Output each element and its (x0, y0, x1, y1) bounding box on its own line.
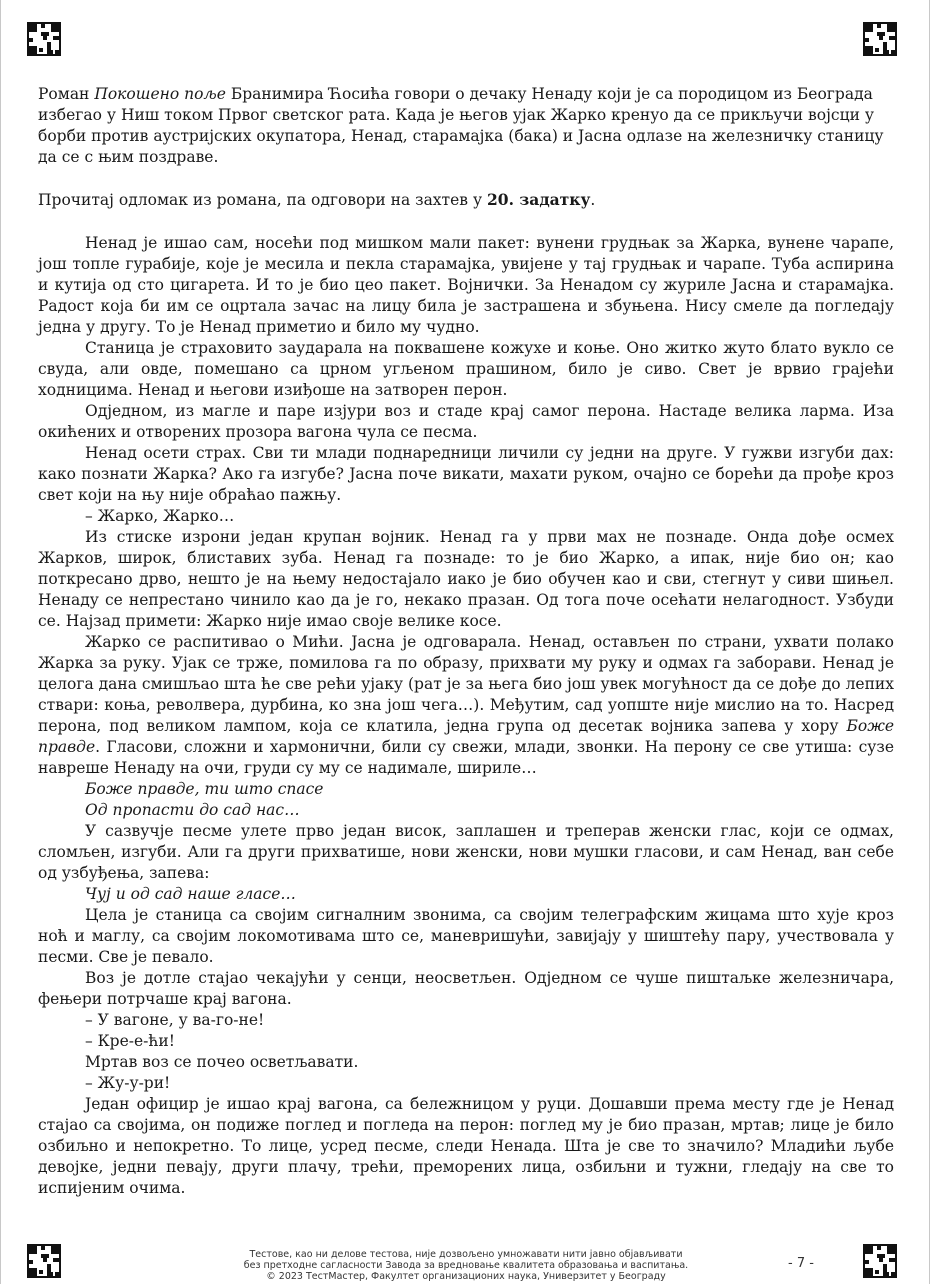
dialogue-line: – Жу-у-ри! (85, 1074, 171, 1092)
task-instruction: Прочитај одломак из романа, па одговори на захтев у 20. задатку. (38, 190, 596, 209)
qr-code-icon (27, 1244, 61, 1278)
qr-code-icon (863, 22, 897, 56)
copyright-notice: Тестове, као ни делове тестова, није дозвољено умножавати нити јавно објављивати без претходне сагласности Завода за вредновање квалитета образовања и васпитања. © 2023 ТестМастер, Факултет организационих наука, Универзитет у Београду (243, 1249, 689, 1282)
intro-paragraph: Роман Покошено поље Бранимира Ћосића говори о дечаку Ненаду који је са породицом из Београда избегао у Ниш током Првог светског рата. Када је његов ујак Жарко кренуо да се прикључи војсци у борби против аустријских окупатора, Ненад, старамајка (бака) и Јасна одлазе на железничку станицу да се с њим поздраве. (38, 85, 884, 166)
document-body (38, 84, 894, 1199)
excerpt-paragraph: Из стиске изрони један крупан војник. Ненад га у први мах не познаде. Онда дође осмех Жарков, широк, блиставих зуба. Ненад га познаде: то је био Жарко, а ипак, није био он; као поткресано дрво, нешто је на њему недостајало иако је био обучен као и сви, стегнут у сиви шињел. Ненаду се непрестано чинило као да је го, некако празан. Од тога поче осећати нелагодност. Узбуди се. Најзад примети: Жарко није имао своје велике косе. (38, 528, 894, 630)
excerpt-paragraph: Ненад осети страх. Сви ти млади поднаредници личили су једни на друге. У гужви изгуби дах: како познати Жарка? Ако га изгубе? Јасна поче викати, махати руком, очајно се борећи да прође кроз свет који на њу није обраћао пажњу. (38, 444, 894, 504)
qr-code-icon (863, 1244, 897, 1278)
excerpt-paragraph: У сазвучје песме улете прво један висок, заплашен и треперав женски глас, који се одмах, сломљен, изгуби. Али га други прихватише, нови женски, нови мушки гласови, и сам Ненад, ван себе од узбуђења, запева: (38, 822, 894, 882)
excerpt-paragraph: Ненад је ишао сам, носећи под мишком мали пакет: вунени грудњак за Жарка, вунене чарапе, још топле гурабије, које је месила и пекла старамајка, увијене у тај грудњак и чарапе. Туба аспирина и кутија од сто цигарета. И то је био цео пакет. Војнички. За Ненадом су журиле Јасна и старамајка. Радост која би им се оцртала зачас на лицу била је застрашена и збуњена. Нису смеле да погледају једна у другу. То је Ненад приметио и било му чудно. (38, 234, 894, 336)
excerpt-paragraph: Воз је дотле стајао чекајући у сенци, неосветљен. Одједном се чуше пиштаљке железничара, фењери потрчаше крај вагона. (38, 969, 894, 1008)
excerpt-paragraph: Станица је страховито заударала на поквашене кожухе и коње. Оно житко жуто блато вукло се свуда, али овде, помешано са црном угљеном прашином, било је сиво. Свет је врвио грајећи ходницима. Ненад и његови изиђоше на затворен перон. (38, 339, 894, 399)
dialogue-line: Мртав воз се почео осветљавати. (85, 1053, 359, 1071)
excerpt-paragraph: Одједном, из магле и паре изјури воз и стаде крај самог перона. Настаде велика ларма. Иза окићених и отворених прозора вагона чула се песма. (38, 402, 894, 441)
excerpt-paragraph: Цела је станица са својим сигналним звонима, са својим телеграфским жицама што хује кроз ноћ и маглу, са својим локомотивама што се, маневришући, завијају у шиштећу пару, учествовала у песми. Све је певало. (38, 906, 894, 966)
dialogue-line: – Жарко, Жарко… (85, 507, 235, 525)
qr-code-icon (27, 22, 61, 56)
page-number: - 7 - (788, 1256, 814, 1271)
song-verse: Чуј и од сад наше гласе… (85, 885, 296, 903)
song-verse: Од пропасти до сад нас… (85, 801, 300, 819)
dialogue-line: – У вагоне, у ва-го-не! (85, 1011, 265, 1029)
task-reference: 20. задатку (487, 190, 591, 209)
novel-title: Покошено поље (94, 85, 226, 103)
excerpt-paragraph: Жарко се распитивао о Мићи. Јасна је одговарала. Ненад, остављен по страни, ухвати полако Жарка за руку. Ујак се трже, помилова га по образу, прихвати му руку и одмах га заборави. Ненад је целога дана смишљао шта ће све рећи ујаку (рат је за њега био још увек могућност да се дође до лепих ствари: коња, револвера, дурбина, ко зна још чега…). Међутим, сад уопште није мислио на то. Насред перона, под великом лампом, која се клатила, једна група од десетак војника запева у хору Боже правде. Гласови, сложни и хармонични, били су свежи, млади, звонки. На перону се све утиша: сузе навреше Ненаду на очи, груди су му се надимале, шириле… (38, 633, 894, 777)
song-verse: Боже правде, ти што спасе (85, 780, 324, 798)
song-title: Боже правде (38, 717, 894, 756)
dialogue-line: – Кре-е-ћи! (85, 1032, 175, 1050)
excerpt-paragraph: Један официр је ишао крај вагона, са бележницом у руци. Дошавши према месту где је Ненад стајао са својима, он подиже поглед и погледа на перон: поглед му је био празан, мртав; лице је било озбиљно и непокретно. То лице, усред песме, следи Ненада. Шта је све то значило? Младићи љубе девојке, једни певају, други плачу, трећи, преморених лица, озбиљни и тужни, гледају на све то испијеним очима. (38, 1095, 894, 1197)
